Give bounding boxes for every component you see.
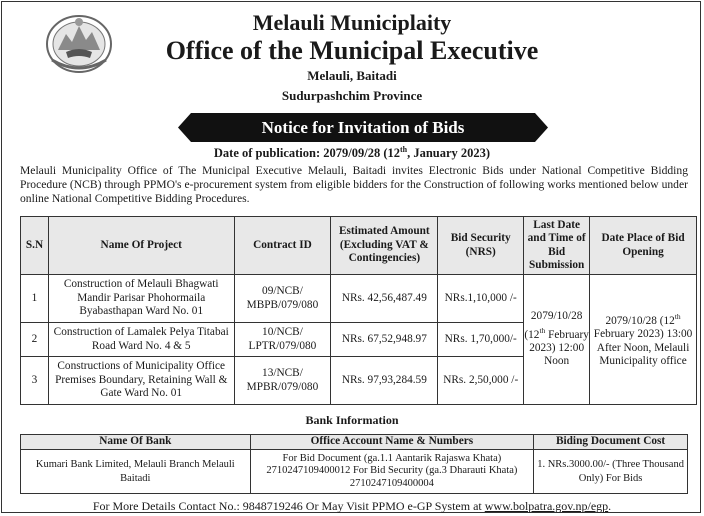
province-line: Sudurpashchim Province [281, 88, 423, 103]
row-estimated-amount: NRs. 97,93,284.59 [331, 357, 438, 405]
header-estimated-amount: Estimated Amount (Excluding VAT & Contingencies) [331, 217, 438, 275]
project-table [20, 216, 697, 405]
row-project-name: Construction of Melauli Bhagwati Mandir Parisar Phohormaila Byabasthapan Ward No. 01 [48, 275, 234, 323]
row-sn: 3 [21, 357, 49, 405]
header-account: Office Account Name & Numbers [250, 435, 534, 450]
row-sn: 1 [21, 275, 49, 323]
header-doc-cost: Biding Document Cost [534, 435, 688, 450]
notice-title: Notice for Invitation of Bids [261, 118, 465, 137]
footer-contact: For More Details Contact No.: 9848719246 Or May Visit PPMO e-GP System at www.bolpatra.gov.np/egp. [92, 499, 612, 513]
header-bid-opening: Date Place of Bid Opening [590, 217, 697, 275]
bank-name: Kumari Bank Limited, Melauli Branch Melauli Baitadi [21, 450, 251, 494]
bolpatra-link[interactable]: www.bolpatra.gov.np/egp [484, 499, 609, 513]
publication-date: Date of publication: 2079/09/28 (12th, January 2023) [213, 145, 491, 161]
location-line: Melauli, Baitadi [307, 68, 397, 83]
document-cost: 1. NRs.3000.00/- (Three Thousand Only) For Bids [534, 450, 688, 494]
row-estimated-amount: NRs. 67,52,948.97 [331, 323, 438, 357]
row-estimated-amount: NRs. 42,56,487.49 [331, 275, 438, 323]
bank-table [20, 434, 688, 494]
header-last-date: Last Date and Time of Bid Submission [524, 217, 590, 275]
account-details: For Bid Document (ga.1.1 Aantarik Rajaswa Khata) 2710247109400012 For Bid Security (ga.3 Dharauti Khata) 2710247109400004 [250, 450, 534, 494]
row-sn: 2 [21, 323, 49, 357]
row-bid-security: NRs. 2,50,000 /- [438, 357, 524, 405]
bank-info-title: Bank Information [305, 413, 399, 427]
bid-opening-details: 2079/10/28 (12th February 2023) 13:00 After Noon, Melauli Municipality office [590, 275, 697, 405]
header-sn: S.N [21, 217, 49, 275]
table-row [21, 275, 697, 323]
intro-paragraph: Melauli Municipality Office of The Municipal Executive Melauli, Baitadi invites Electronic Bids under National Competitive Bidding Procedure (NCB) through PPMO's e-procurement system from eligible bidders for the Construction of following works mentioned below under online National Competitive Bidding Procedures. [20, 164, 688, 206]
bank-header-row [21, 435, 688, 450]
header-contract-id: Contract ID [234, 217, 331, 275]
table-header-row [21, 217, 697, 275]
row-project-name: Constructions of Municipality Office Premises Boundary, Retaining Wall & Gate Ward No. 01 [48, 357, 234, 405]
last-submission-date: 2079/10/28 (12th February 2023) 12:00 Noon [524, 275, 590, 405]
row-bid-security: NRs. 1,70,000/- [438, 323, 524, 357]
office-title: Office of the Municipal Executive [165, 36, 539, 65]
bank-row [21, 450, 688, 494]
row-contract-id: 09/NCB/ MBPB/079/080 [234, 275, 331, 323]
row-contract-id: 10/NCB/ LPTR/079/080 [234, 323, 331, 357]
row-bid-security: NRs.1,10,000 /- [438, 275, 524, 323]
header-bid-security: Bid Security (NRS) [438, 217, 524, 275]
row-project-name: Construction of Lamalek Pelya Titabai Road Ward No. 4 & 5 [48, 323, 234, 357]
row-contract-id: 13/NCB/ MPBR/079/080 [234, 357, 331, 405]
municipality-name: Melauli Municiplaity [252, 10, 452, 35]
header-bank-name: Name Of Bank [21, 435, 251, 450]
header-project-name: Name Of Project [48, 217, 234, 275]
